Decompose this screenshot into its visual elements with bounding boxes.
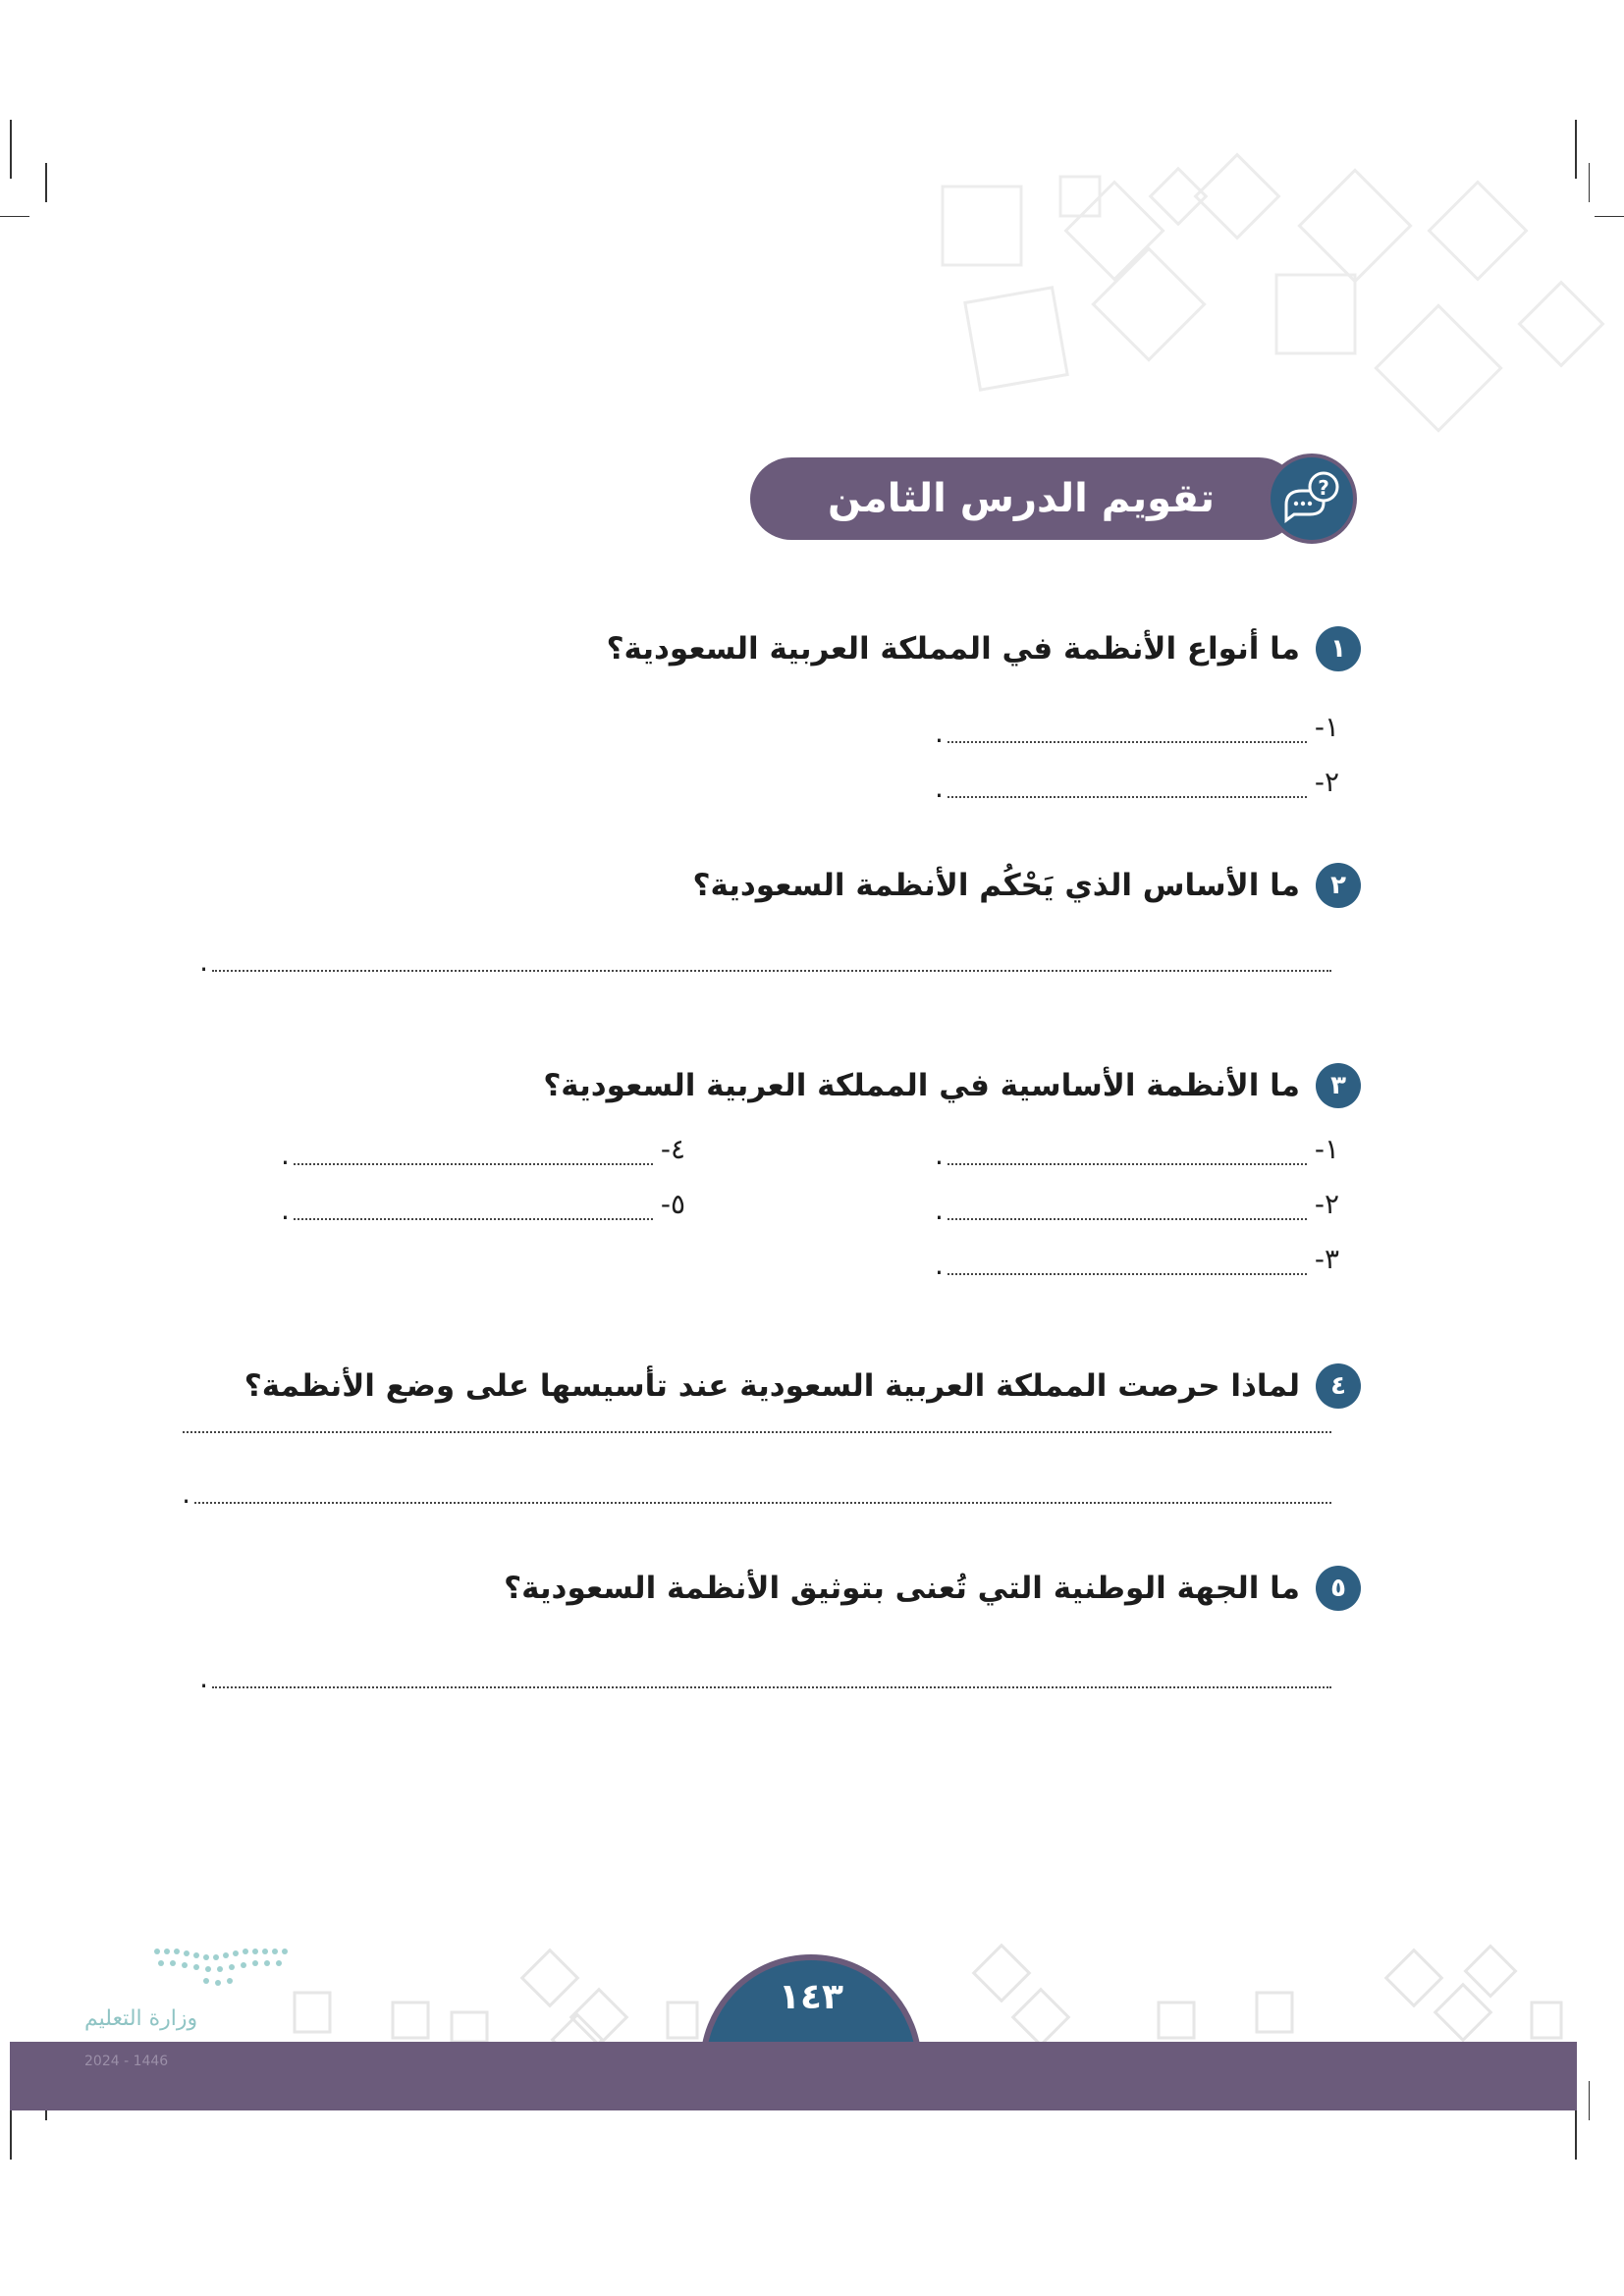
answer-label: ١- <box>1314 1133 1339 1165</box>
answer-line[interactable]: ٣- . <box>934 1243 1339 1281</box>
page-number: ١٤٣ <box>779 1977 843 2017</box>
question-3 <box>543 1058 1361 1113</box>
question-number-badge: ٣ <box>1316 1063 1361 1108</box>
answer-label: ٣- <box>1314 1243 1339 1275</box>
question-number-badge: ٥ <box>1316 1566 1361 1611</box>
ministry-logo <box>147 1942 295 1997</box>
answer-label: ٢- <box>1314 766 1339 798</box>
svg-text:?: ? <box>1318 476 1329 500</box>
answer-label: ٥- <box>660 1188 685 1220</box>
question-text: ما الجهة الوطنية التي تُعنى بتوثيق الأنظمة السعودية؟ <box>504 1571 1300 1606</box>
answer-line[interactable]: ٢- . <box>934 766 1339 804</box>
question-text: ما الأنظمة الأساسية في المملكة العربية السعودية؟ <box>543 1068 1300 1103</box>
question-text: ما الأساس الذي يَحْكُم الأنظمة السعودية؟ <box>692 868 1300 903</box>
answer-line[interactable]: ١- . <box>934 1133 1339 1171</box>
question-number-badge: ١ <box>1316 626 1361 671</box>
answer-line[interactable]: ٢- . <box>934 1188 1339 1226</box>
question-number-badge: ٤ <box>1316 1363 1361 1409</box>
question-5 <box>504 1561 1361 1616</box>
answer-line[interactable] <box>183 1431 1331 1433</box>
question-text: لماذا حرصت المملكة العربية السعودية عند تأسيسها على وضع الأنظمة؟ <box>244 1368 1300 1404</box>
page-title: تقويم الدرس الثامن عشر <box>827 476 1216 604</box>
question-text: ما أنواع الأنظمة في المملكة العربية السعودية؟ <box>606 631 1300 667</box>
answer-label: ٤- <box>660 1133 685 1165</box>
answer-label: ٢- <box>1314 1188 1339 1220</box>
answer-line[interactable]: ١- . <box>934 711 1339 749</box>
answer-label: ١- <box>1314 711 1339 743</box>
question-2 <box>692 858 1361 913</box>
answer-line[interactable]: . <box>199 1665 1331 1688</box>
question-1 <box>607 621 1361 676</box>
footer-bar <box>10 2042 1577 2110</box>
ministry-name: وزارة التعليم <box>84 2006 198 2031</box>
question-number-badge: ٢ <box>1316 863 1361 908</box>
answer-line[interactable]: ٤- . <box>280 1133 685 1171</box>
question-4 <box>244 1359 1361 1414</box>
speech-bubble-question-icon <box>1267 454 1357 544</box>
answer-line[interactable]: . <box>199 948 1331 972</box>
answer-line[interactable]: . <box>182 1480 1331 1504</box>
edition-year: 2024 - 1446 <box>84 2054 169 2069</box>
answer-line[interactable]: ٥- . <box>280 1188 685 1226</box>
